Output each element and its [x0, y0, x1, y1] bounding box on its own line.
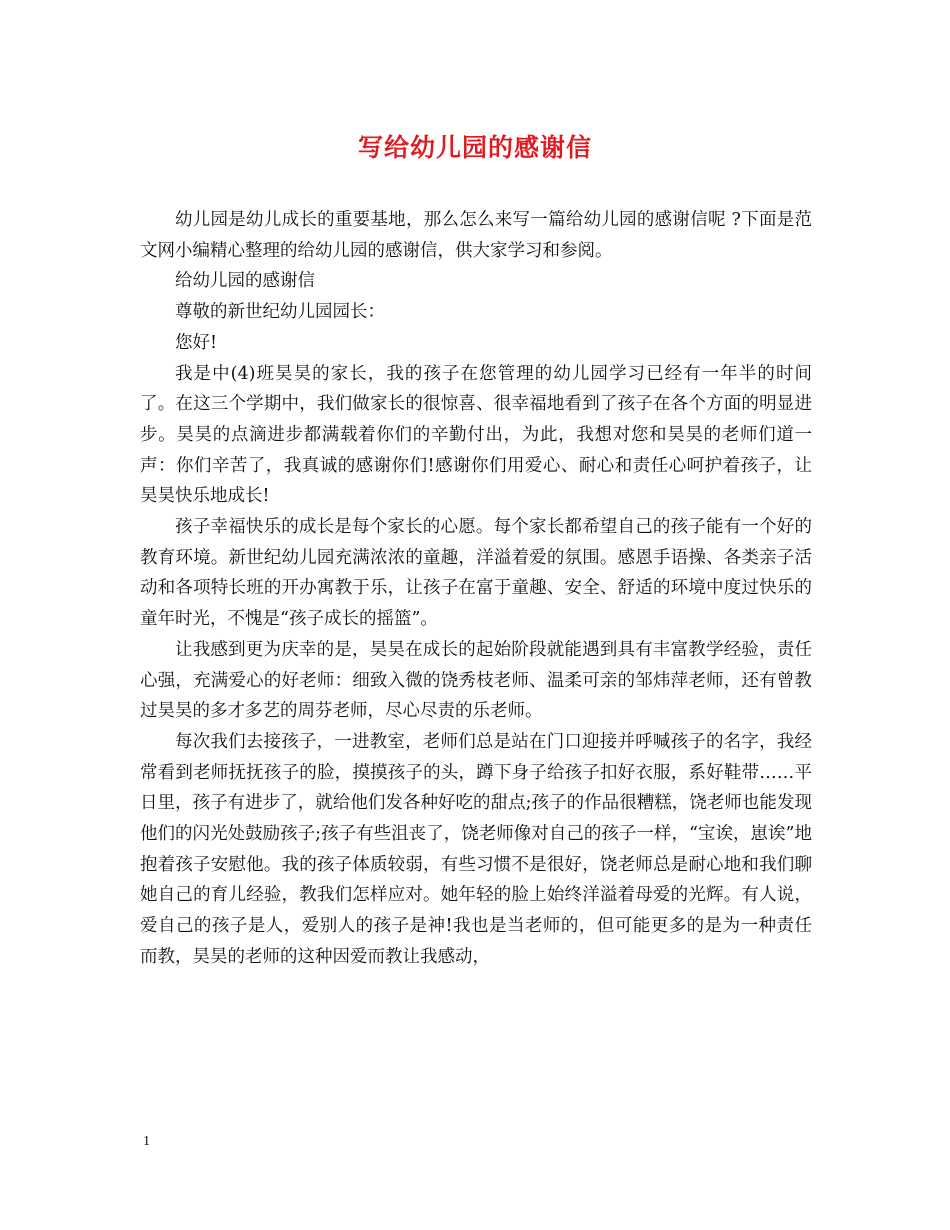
paragraph: 孩子幸福快乐的成长是每个家长的心愿。每个家长都希望自己的孩子能有一个好的教育环境。新世纪幼儿园充满浓浓的童趣，洋溢着爱的氛围。感恩手语操、各类亲子活动和各项特长班的开办寓教于乐，让孩子在富于童趣、安全、舒适的环境中度过快乐的童年时光，不愧是“孩子成长的摇篮”。: [140, 517, 812, 630]
paragraph: 让我感到更为庆幸的是，昊昊在成长的起始阶段就能遇到具有丰富教学经验，责任心强，充满爱心的好老师：细致入微的饶秀枝老师、温柔可亲的邹炜萍老师，还有曾教过昊昊的多才多艺的周芬老师，尽心尽责的乐老师。: [140, 639, 812, 722]
paragraph: 给幼儿园的感谢信: [175, 271, 315, 292]
paragraph: 我是中(4)班昊昊的家长，我的孩子在您管理的幼儿园学习已经有一年半的时间了。在这三个学期中，我们做家长的很惊喜、很幸福地看到了孩子在各个方面的明显进步。昊昊的点滴进步都满载着你们的辛勤付出，为此，我想对您和昊昊的老师们道一声：你们辛苦了，我真诚的感谢你们!感谢你们用爱心、耐心和责任心呵护着孩子，让昊昊快乐地成长!: [140, 363, 812, 507]
page-number: 1: [143, 1134, 150, 1149]
document-body: [140, 205, 812, 973]
paragraph: 每次我们去接孩子，一进教室，老师们总是站在门口迎接并呼喊孩子的名字，我经常看到老师抚抚孩子的脸，摸摸孩子的头，蹲下身子给孩子扣好衣服，系好鞋带……平日里，孩子有进步了，就给他们发各种好吃的甜点;孩子的作品很糟糕，饶老师也能发现他们的闪光处鼓励孩子;孩子有些沮丧了，饶老师像对自己的孩子一样，“宝诶，崽诶”地抱着孩子安慰他。我的孩子体质较弱，有些习惯不是很好，饶老师总是耐心地和我们聊她自己的育儿经验，教我们怎样应对。她年轻的脸上始终洋溢着母爱的光辉。有人说，爱自己的孩子是人，爱别人的孩子是神!我也是当老师的，但可能更多的是为一种责任而教，昊昊的老师的这种因爱而教让我感动，: [140, 731, 812, 967]
paragraph: 尊敬的新世纪幼儿园园长：: [175, 302, 385, 323]
paragraph: 幼儿园是幼儿成长的重要基地，那么怎么来写一篇给幼儿园的感谢信呢 ?下面是范文网小编精心整理的给幼儿园的感谢信，供大家学习和参阅。: [140, 210, 812, 261]
paragraph: 您好!: [175, 332, 218, 353]
document-title: 写给幼儿园的感谢信: [357, 133, 592, 162]
